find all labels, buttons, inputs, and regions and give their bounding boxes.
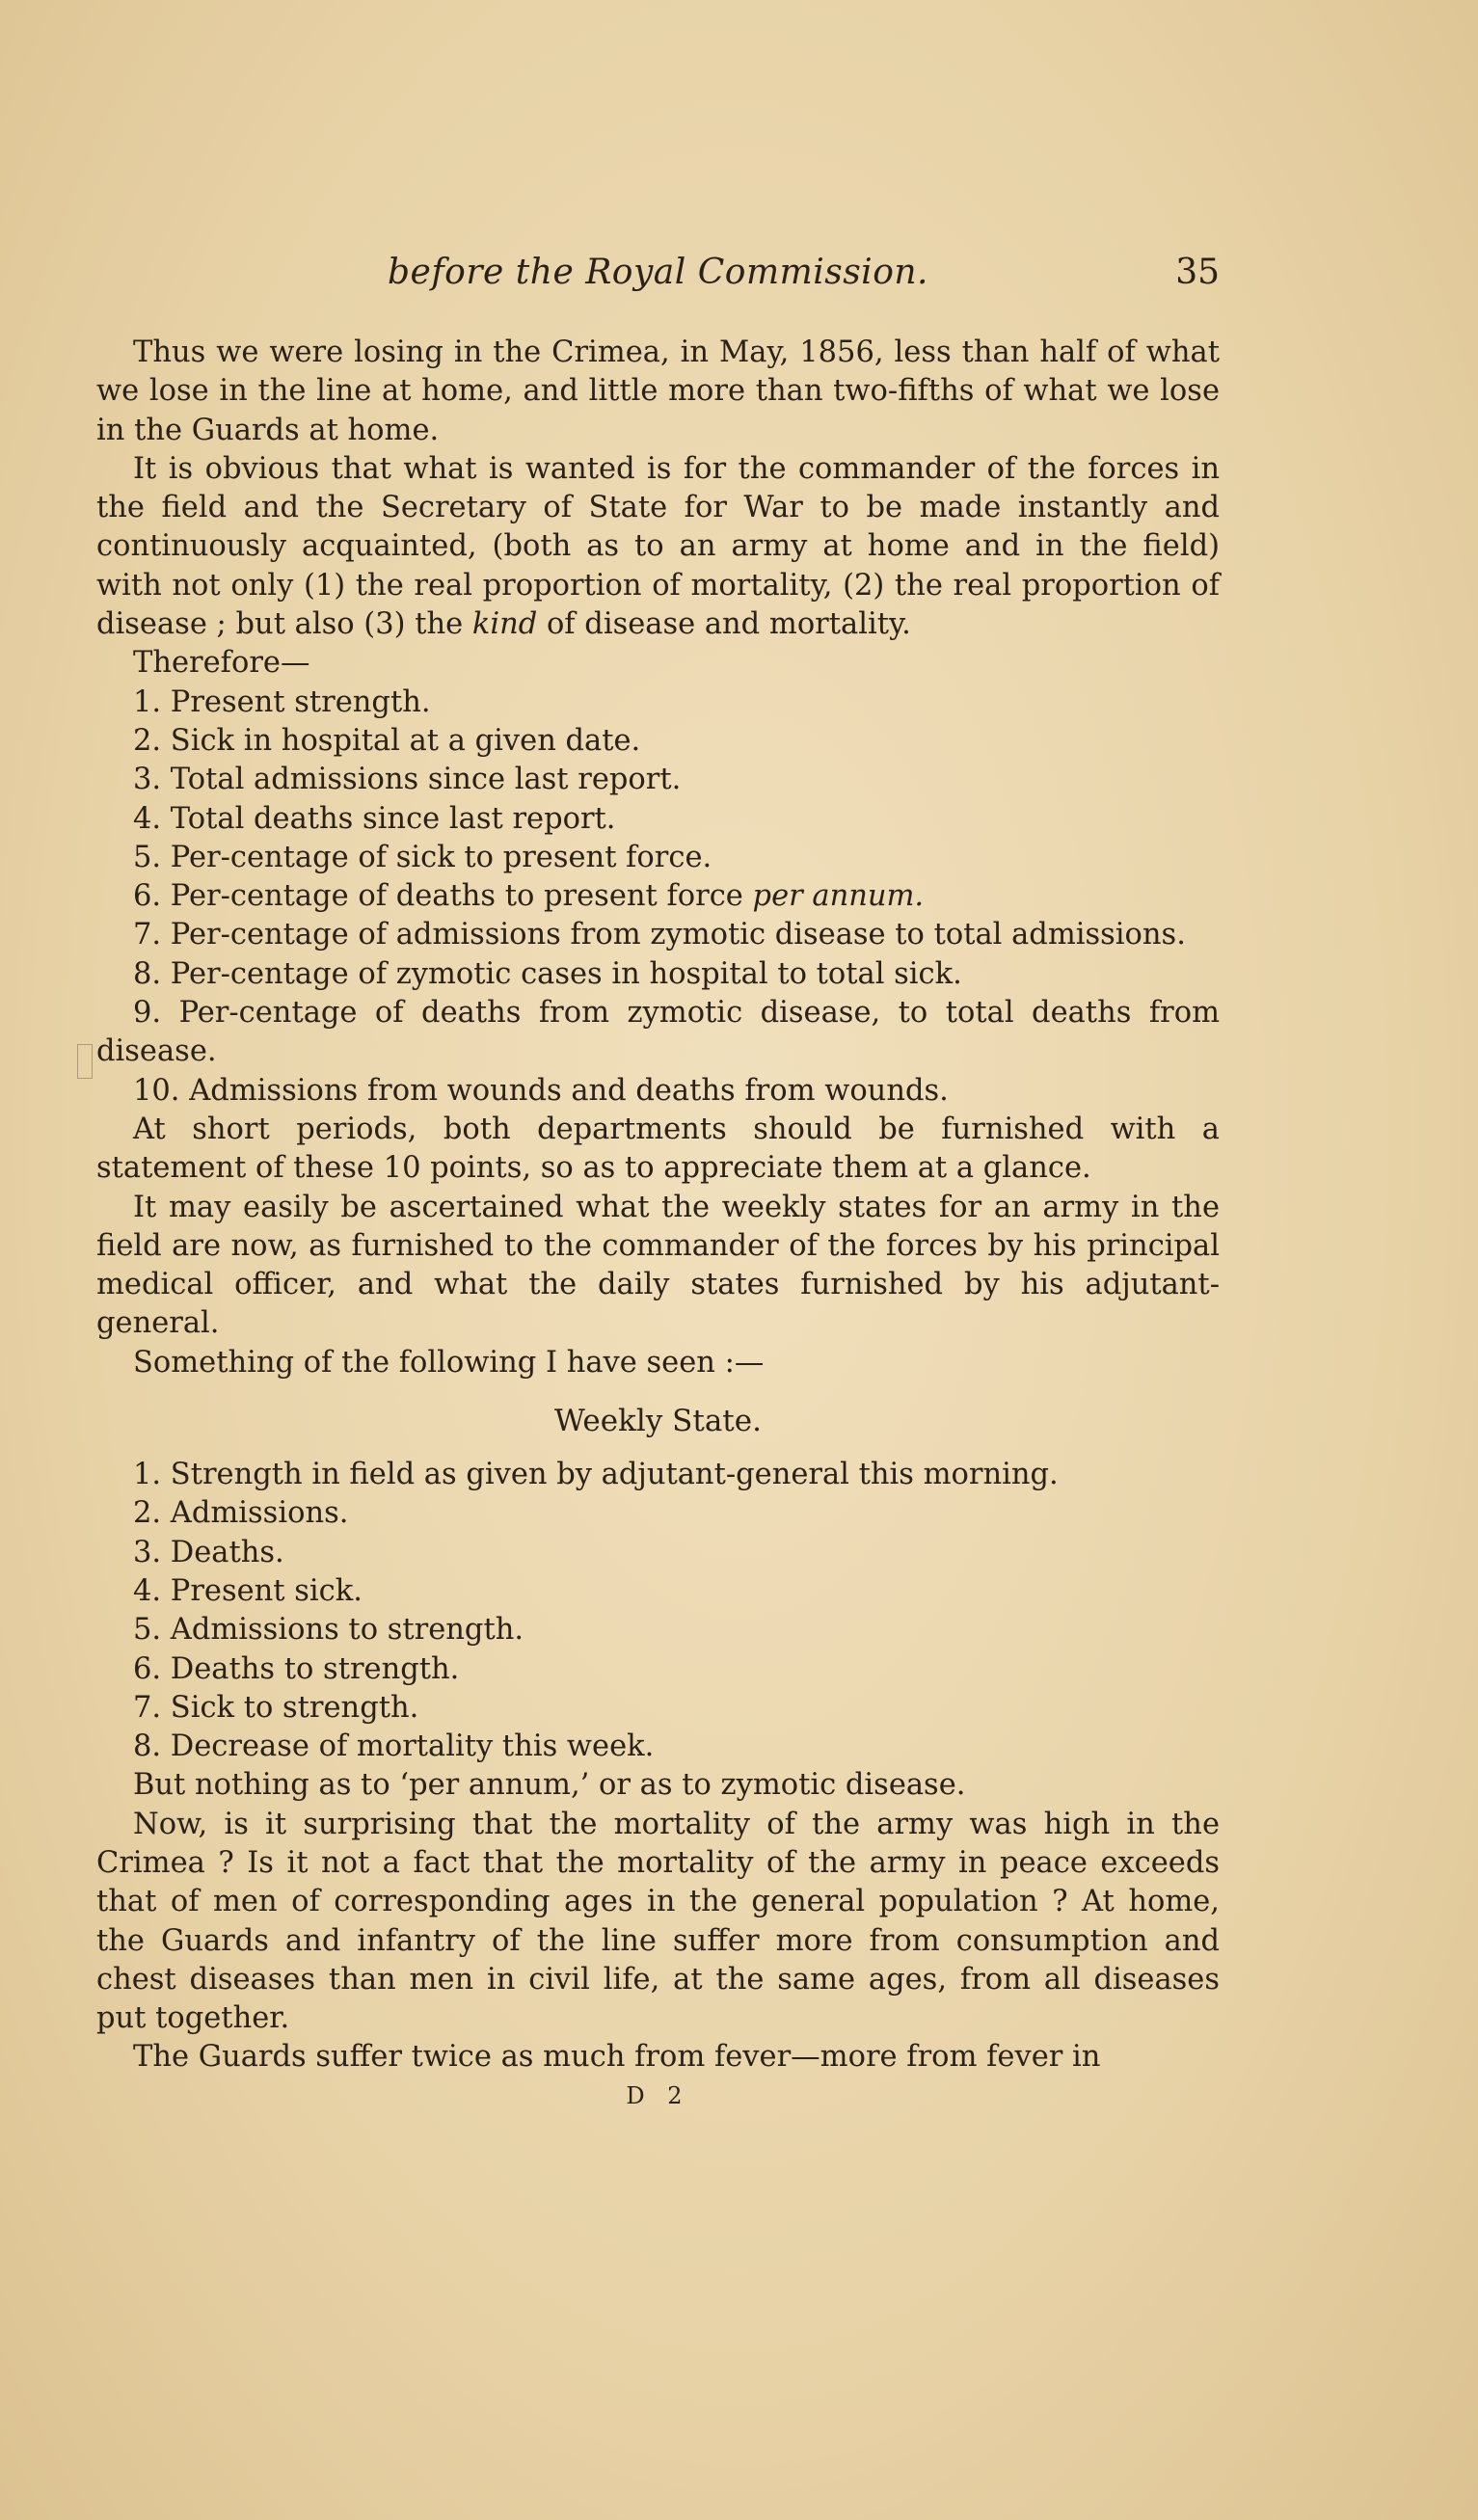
- list-item: 9. Per-centage of deaths from zymotic disease, to total deaths from disease.: [96, 996, 1220, 1069]
- list-item: 6. Deaths to strength.: [133, 1651, 460, 1686]
- list-item: 1. Strength in field as given by adjutant-general this morning.: [133, 1458, 1059, 1492]
- list-item: 7. Sick to strength.: [133, 1690, 419, 1725]
- list-item: 2. Admissions.: [133, 1496, 349, 1531]
- list-item: 7. Per-centage of admissions from zymotic disease to total admissions.: [133, 918, 1186, 952]
- list-item: 8. Decrease of mortality this week.: [133, 1729, 655, 1764]
- list-item: 8. Per-centage of zymotic cases in hospital to total sick.: [133, 956, 962, 991]
- running-title: before the Royal Commission.: [387, 253, 928, 292]
- paragraph: Now, is it surprising that the mortality of the army was high in the Crimea ? Is it not a fact that the mortality of the army in peace exceeds that of men of corresponding ages in the general population ? At home, the Guards and infantry of the line suffer more from consumption and chest diseases than men in civil life, at the same ages, from all diseases put together.: [96, 1807, 1220, 2036]
- paragraph: Something of the following I have seen :—: [133, 1345, 765, 1380]
- paragraph: Thus we were losing in the Crimea, in May, 1856, less than half of what we lose in the line at home, and little more than two-fifths of what we lose in the Guards at home.: [96, 335, 1220, 447]
- margin-stamp-mark: [77, 1044, 93, 1079]
- list-item: 3. Total admissions since last report.: [133, 763, 682, 797]
- paragraph: It may easily be ascertained what the weekly states for an army in the field are now, as furnished to the commander of the forces by his principal medical officer, and what the daily states furnished by his adjutant-general.: [96, 1190, 1220, 1341]
- list-item: 4. Total deaths since last report.: [133, 801, 616, 836]
- list-item: 10. Admissions from wounds and deaths from wounds.: [133, 1073, 949, 1108]
- list-item: 4. Present sick.: [133, 1573, 363, 1608]
- paragraph: At short periods, both departments should be furnished with a statement of these 10 points, so as to appreciate them at a glance.: [96, 1112, 1220, 1186]
- paragraph: The Guards suffer twice as much from fever—more from fever in: [133, 2040, 1101, 2075]
- list-item: 3. Deaths.: [133, 1535, 284, 1569]
- section-heading: Weekly State.: [554, 1404, 762, 1439]
- list-item: 2. Sick in hospital at a given date.: [133, 723, 641, 758]
- list-item: 5. Admissions to strength.: [133, 1613, 524, 1648]
- paragraph-text: It is obvious that what is wanted is for the commander of the forces in the field and the Secretary of State for War to be made instantly and continuously acquainted, (both as to an army at home and in the field) with not only (1) the real proportion of mortality, (2) the real proportion of disease ; but also (3) the: [96, 451, 1220, 642]
- signature-mark: D 2: [626, 2081, 690, 2109]
- page-number: 35: [1175, 253, 1220, 292]
- list-item: 5. Per-centage of sick to present force.: [133, 840, 712, 874]
- emphasis-text: kind: [471, 607, 538, 642]
- paragraph: [96, 450, 1220, 644]
- page-body: [96, 334, 1220, 2110]
- list-item: [96, 877, 1220, 916]
- emphasis-text: per annum.: [752, 879, 925, 914]
- paragraph: Therefore—: [133, 646, 310, 681]
- page-header: [96, 253, 1220, 301]
- paragraph-text: of disease and mortality.: [537, 607, 911, 642]
- list-item-text: 6. Per-centage of deaths to present force: [133, 879, 753, 914]
- paragraph: But nothing as to ‘per annum,’ or as to zymotic disease.: [133, 1768, 966, 1803]
- list-item: 1. Present strength.: [133, 684, 431, 719]
